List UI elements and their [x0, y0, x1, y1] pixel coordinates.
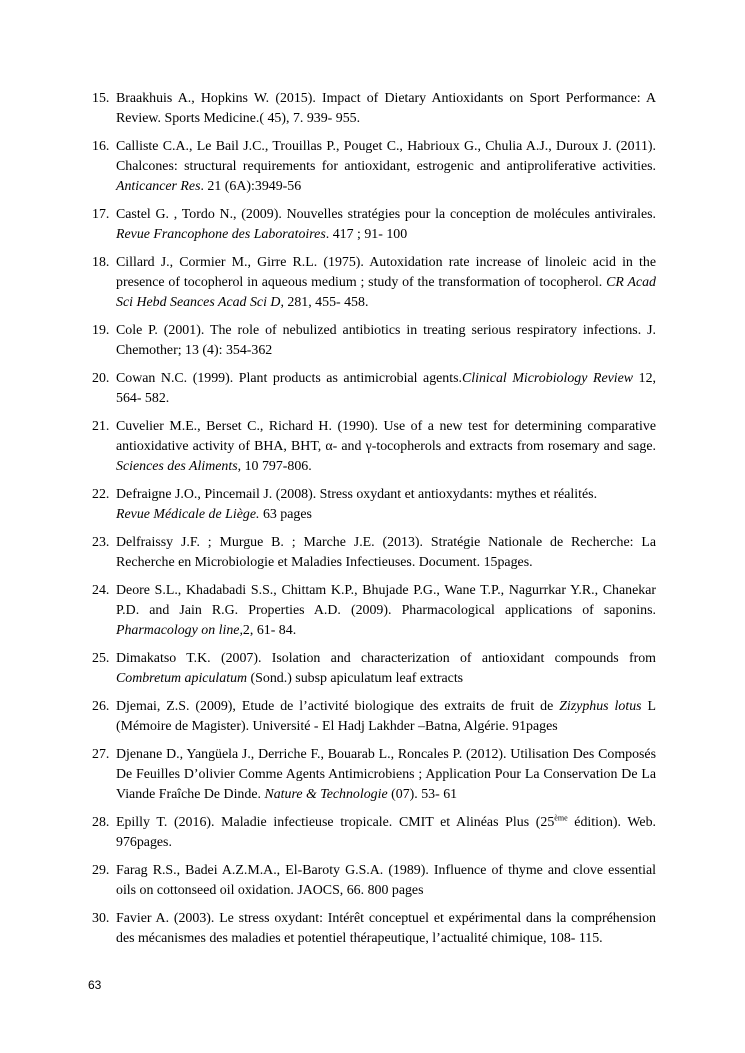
journal-title: Clinical Microbiology Review	[462, 371, 634, 386]
reference-text: Cowan N.C. (1999). Plant products as antimicrobial agents.	[116, 371, 462, 386]
reference-text-end: 63 pages	[259, 507, 312, 522]
reference-number: 17.	[92, 207, 110, 222]
journal-title: Nature & Technologie	[264, 787, 388, 802]
reference-number: 15.	[92, 91, 110, 106]
reference-number: 26.	[92, 699, 110, 714]
reference-item-17	[86, 205, 656, 245]
reference-text: Djemai, Z.S. (2009), Etude de l’activité biologique des extraits de fruit de	[116, 699, 560, 714]
reference-item-29	[86, 861, 656, 901]
journal-title: Revue Médicale de Liège.	[116, 507, 260, 522]
journal-title: CR Acad Sci Hebd Seances Acad Sci D	[116, 275, 656, 310]
reference-text: Epilly T. (2016). Maladie infectieuse tropicale. CMIT et Alinéas Plus (25	[116, 815, 555, 830]
reference-number: 25.	[92, 651, 110, 666]
reference-text: Deore S.L., Khadabadi S.S., Chittam K.P., Bhujade P.G., Wane T.P., Nagurrkar Y.R., Chanekar P.D. and Jain R.G. Properties A.D. (2009). Pharmacological applications of saponins.	[116, 583, 656, 618]
reference-text-end: L (Mémoire de Magister). Université - El Hadj Lakhder –Batna, Algérie. 91pages	[116, 699, 656, 734]
reference-list	[86, 89, 656, 957]
reference-number: 20.	[92, 371, 110, 386]
reference-item-23	[86, 533, 656, 573]
reference-number: 28.	[92, 815, 110, 830]
reference-text: Dimakatso T.K. (2007). Isolation and characterization of antioxidant compounds from	[116, 651, 656, 666]
reference-text: Defraigne J.O., Pincemail J. (2008). Stress oxydant et antioxydants: mythes et réalités.	[116, 487, 598, 502]
reference-text: Delfraissy J.F. ; Murgue B. ; Marche J.E. (2013). Stratégie Nationale de Recherche: La Recherche en Microbiologie et Maladies Infectieuses. Document. 15pages.	[116, 535, 656, 570]
reference-text-end: 12, 564- 582.	[116, 371, 656, 406]
reference-item-30	[86, 909, 656, 949]
journal-title: Anticancer Res	[116, 179, 201, 194]
journal-title: Revue Francophone des Laboratoires	[116, 227, 326, 242]
journal-title: Pharmacology on line,	[116, 623, 243, 638]
reference-text: Cuvelier M.E., Berset C., Richard H. (1990). Use of a new test for determining comparative antioxidative activity of BHA, BHT, α- and γ-tocopherols and extracts from rosemary and sage.	[116, 419, 656, 454]
reference-number: 30.	[92, 911, 110, 926]
reference-item-20	[86, 369, 656, 409]
reference-text-end: 2, 61- 84.	[242, 623, 297, 638]
reference-text: Braakhuis A., Hopkins W. (2015). Impact of Dietary Antioxidants on Sport Performance: A Review. Sports Medicine.( 45), 7. 939- 955.	[116, 91, 656, 126]
reference-number: 21.	[92, 419, 110, 434]
reference-text-end: (Sond.) subsp apiculatum leaf extracts	[247, 671, 464, 686]
reference-text-end: . 417 ; 91- 100	[325, 227, 408, 242]
reference-number: 16.	[92, 139, 110, 154]
reference-text: Cole P. (2001). The role of nebulized antibiotics in treating serious respiratory infections. J. Chemother; 13 (4): 354-362	[116, 323, 656, 358]
reference-text: Cillard J., Cormier M., Girre R.L. (1975). Autoxidation rate increase of linoleic acid in the presence of tocopherol in aqueous medium ; study of the transformation of tocopherol.	[116, 255, 656, 290]
reference-item-15	[86, 89, 656, 129]
reference-number: 23.	[92, 535, 110, 550]
reference-item-26	[86, 697, 656, 737]
reference-number: 18.	[92, 255, 110, 270]
page-number: 63	[88, 978, 102, 992]
journal-title: Sciences des Aliments	[116, 459, 238, 474]
reference-item-28	[86, 813, 656, 853]
reference-text-end: (07). 53- 61	[387, 787, 458, 802]
reference-text-end: , 10 797-806.	[237, 459, 312, 474]
reference-text: Farag R.S., Badei A.Z.M.A., El-Baroty G.S.A. (1989). Influence of thyme and clove essential oils on cottonseed oil oxidation. JAOCS, 66. 800 pages	[116, 863, 656, 898]
reference-item-22	[86, 485, 656, 525]
species-name: Combretum apiculatum	[116, 671, 248, 686]
reference-item-21	[86, 417, 656, 477]
reference-text: Castel G. , Tordo N., (2009). Nouvelles stratégies pour la conception de molécules antivirales.	[116, 207, 656, 222]
reference-item-25	[86, 649, 656, 689]
reference-item-27	[86, 745, 656, 805]
reference-item-16	[86, 137, 656, 197]
reference-text: Calliste C.A., Le Bail J.C., Trouillas P., Pouget C., Habrioux G., Chulia A.J., Duroux J. (2011). Chalcones: structural requirements for antioxidant, estrogenic and antiproliferative activities.	[116, 139, 656, 174]
reference-text: Djenane D., Yangüela J., Derriche F., Bouarab L., Roncales P. (2012). Utilisation Des Composés De Feuilles D’olivier Comme Agents Antimicrobiens ; Application Pour La Conservation De La Viande Fraîche De Dinde.	[116, 747, 656, 802]
reference-item-18	[86, 253, 656, 313]
reference-text: Favier A. (2003). Le stress oxydant: Intérêt conceptuel et expérimental dans la compréhension des mécanismes des maladies et potentiel thérapeutique, l’actualité chimique, 108- 115.	[116, 911, 656, 946]
edition-superscript: ème	[554, 813, 568, 823]
reference-text-end: . 21 (6A):3949-56	[200, 179, 302, 194]
reference-text-end: , 281, 455- 458.	[280, 295, 369, 310]
species-name: Zizyphus lotus	[559, 699, 642, 714]
reference-number: 19.	[92, 323, 110, 338]
reference-number: 24.	[92, 583, 110, 598]
reference-item-19	[86, 321, 656, 361]
reference-number: 29.	[92, 863, 110, 878]
reference-text-end: édition). Web. 976pages.	[116, 815, 656, 850]
reference-number: 27.	[92, 747, 110, 762]
reference-item-24	[86, 581, 656, 641]
reference-number: 22.	[92, 487, 110, 502]
